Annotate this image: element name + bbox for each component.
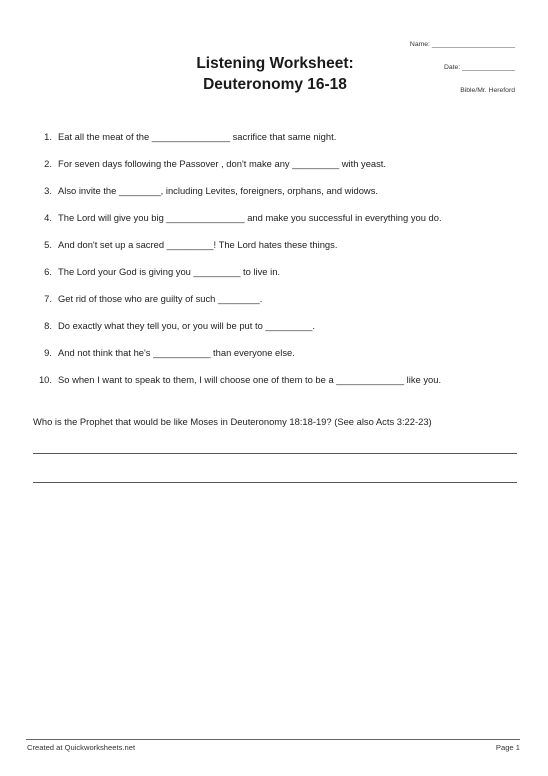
question-item	[33, 185, 523, 212]
name-field: Name: ______________________	[409, 41, 515, 48]
question-item	[33, 158, 523, 185]
question-text: And not think that he's ___________ than everyone else.	[58, 347, 295, 358]
worksheet-title	[160, 53, 390, 95]
question-number: 6.	[44, 266, 52, 277]
question-number: 5.	[44, 239, 52, 250]
question-text: The Lord your God is giving you _________ to live in.	[58, 266, 281, 277]
question-text: So when I want to speak to them, I will choose one of them to be a _____________ like you.	[58, 374, 442, 385]
answer-line-1	[33, 453, 517, 454]
answer-line-2	[33, 482, 517, 483]
footer-credit: Created at Quickworksheets.net	[27, 743, 136, 752]
question-item	[33, 266, 523, 293]
question-text: Also invite the ________, including Levites, foreigners, orphans, and widows.	[58, 185, 378, 196]
question-text: Eat all the meat of the _______________ sacrifice that same night.	[58, 131, 337, 142]
question-number: 10.	[38, 374, 52, 385]
question-item	[33, 347, 523, 374]
question-text: Get rid of those who are guilty of such ________.	[58, 293, 263, 304]
question-number: 4.	[44, 212, 52, 223]
question-number: 2.	[44, 158, 52, 169]
class-label: Bible/Mr. Hereford	[460, 87, 515, 94]
question-text: Do exactly what they tell you, or you will be put to _________.	[58, 320, 315, 331]
final-question: Who is the Prophet that would be like Moses in Deuteronomy 18:18-19? (See also Acts 3:22-23)	[33, 416, 432, 427]
title-line-2: Deuteronomy 16-18	[203, 76, 347, 93]
question-number: 9.	[44, 347, 52, 358]
question-item	[33, 293, 523, 320]
question-item	[33, 131, 523, 158]
question-number: 3.	[44, 185, 52, 196]
question-item	[33, 239, 523, 266]
question-text: The Lord will give you big _______________ and make you successful in everything you do.	[58, 212, 442, 223]
title-line-1: Listening Worksheet:	[196, 55, 354, 72]
question-text: For seven days following the Passover , don't make any _________ with yeast.	[58, 158, 387, 169]
question-item	[33, 212, 523, 239]
question-item	[33, 320, 523, 347]
footer-divider	[26, 739, 520, 740]
question-item	[33, 374, 523, 401]
question-list	[33, 131, 523, 401]
question-number: 7.	[44, 293, 52, 304]
question-number: 8.	[44, 320, 52, 331]
question-text: And don't set up a sacred _________! The Lord hates these things.	[58, 239, 338, 250]
date-field: Date: ______________	[443, 64, 515, 71]
page-number: Page 1	[495, 743, 520, 752]
question-number: 1.	[44, 131, 52, 142]
